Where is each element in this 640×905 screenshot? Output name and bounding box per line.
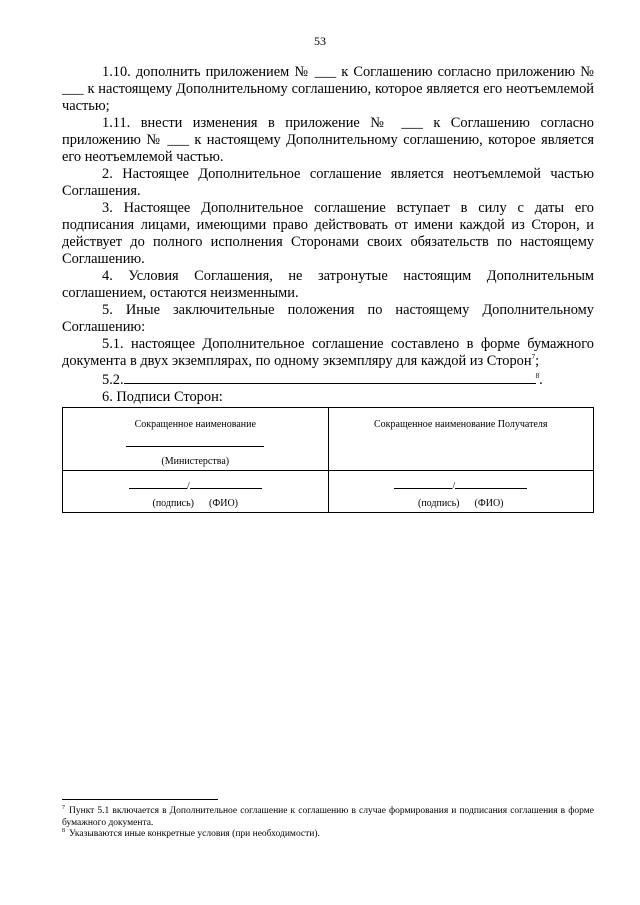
paragraph-6: 6. Подписи Сторон: (102, 389, 223, 405)
paragraph-5-2 (62, 370, 594, 389)
paragraph-4: 4. Условия Соглашения, не затронутые настоящим Дополнительным соглашением, остаются неизменными. (62, 268, 594, 301)
ministry-signature-line (63, 477, 328, 495)
footnote-8-number: 8 (62, 827, 65, 834)
recipient-signature-captions (329, 495, 594, 512)
paragraph-5-1 (62, 336, 594, 370)
document-body (62, 64, 594, 513)
paragraph-5-1-end: ; (535, 353, 540, 369)
paragraph-5: 5. Иные заключительные положения по настоящему Дополнительному Соглашению: (62, 302, 594, 335)
recipient-signature-line (329, 477, 594, 495)
ministry-heading: Сокращенное наименование (134, 419, 256, 430)
signatures-table (62, 407, 594, 513)
recipient-name-caption: (ФИО) (474, 498, 504, 509)
ministry-cell (63, 408, 329, 471)
recipient-heading: Сокращенное наименование Получателя (374, 419, 548, 430)
paragraph-5-2-blank (124, 370, 536, 384)
footnote-ref-8: 8 (535, 372, 540, 381)
footnote-ref-7: 7 (531, 353, 536, 362)
paragraph-3: 3. Настоящее Дополнительное соглашение вступает в силу с даты его подписания лицами, имеющими право действовать от имени каждой из Сторон, и действует до полного исполнения Сторонами своих обязательств по настоящему Соглашению. (62, 200, 594, 267)
paragraph-5-2-label: 5.2. (102, 372, 124, 388)
footnotes (62, 806, 594, 841)
footnote-separator (62, 799, 218, 800)
ministry-caption: (Министерства) (161, 456, 230, 467)
footnote-8-text: Указываются иные конкретные условия (при необходимости). (69, 829, 320, 839)
recipient-cell (328, 408, 594, 471)
footnote-8 (62, 829, 594, 841)
recipient-sign-caption: (подпись) (417, 498, 460, 509)
ministry-slash: / (186, 481, 190, 492)
recipient-slash: / (452, 481, 456, 492)
footnote-7-number: 7 (62, 804, 65, 811)
ministry-name-caption: (ФИО) (209, 498, 239, 509)
page-number: 53 (314, 34, 326, 48)
paragraph-5-1-text: 5.1. настоящее Дополнительное соглашение составлено в форме бумажного документа в двух экземплярах, по одному экземпляру для каждой из Сторон (62, 336, 594, 369)
recipient-signature-cell (328, 471, 594, 513)
footnote-7 (62, 806, 594, 829)
ministry-name-line (63, 433, 328, 453)
ministry-signature-cell (63, 471, 329, 513)
paragraph-1-10: 1.10. дополнить приложением № ___ к Соглашению согласно приложению № ___ к настоящему Дополнительному соглашению, которое является его неотъемлемой частью; (62, 64, 594, 114)
paragraph-2: 2. Настоящее Дополнительное соглашение является неотъемлемой частью Соглашения. (62, 166, 594, 199)
paragraph-5-2-end: . (539, 372, 543, 388)
paragraph-1-11: 1.11. внести изменения в приложение № ___ к Соглашению согласно приложению № ___ к настоящему Дополнительному соглашению, которое является его неотъемлемой частью. (62, 115, 594, 165)
ministry-sign-caption: (подпись) (152, 498, 194, 509)
ministry-signature-captions (63, 495, 328, 512)
footnote-7-text: Пункт 5.1 включается в Дополнительное соглашение к соглашению в случае формирования и подписания соглашения в форме бумажного документа. (62, 806, 594, 828)
